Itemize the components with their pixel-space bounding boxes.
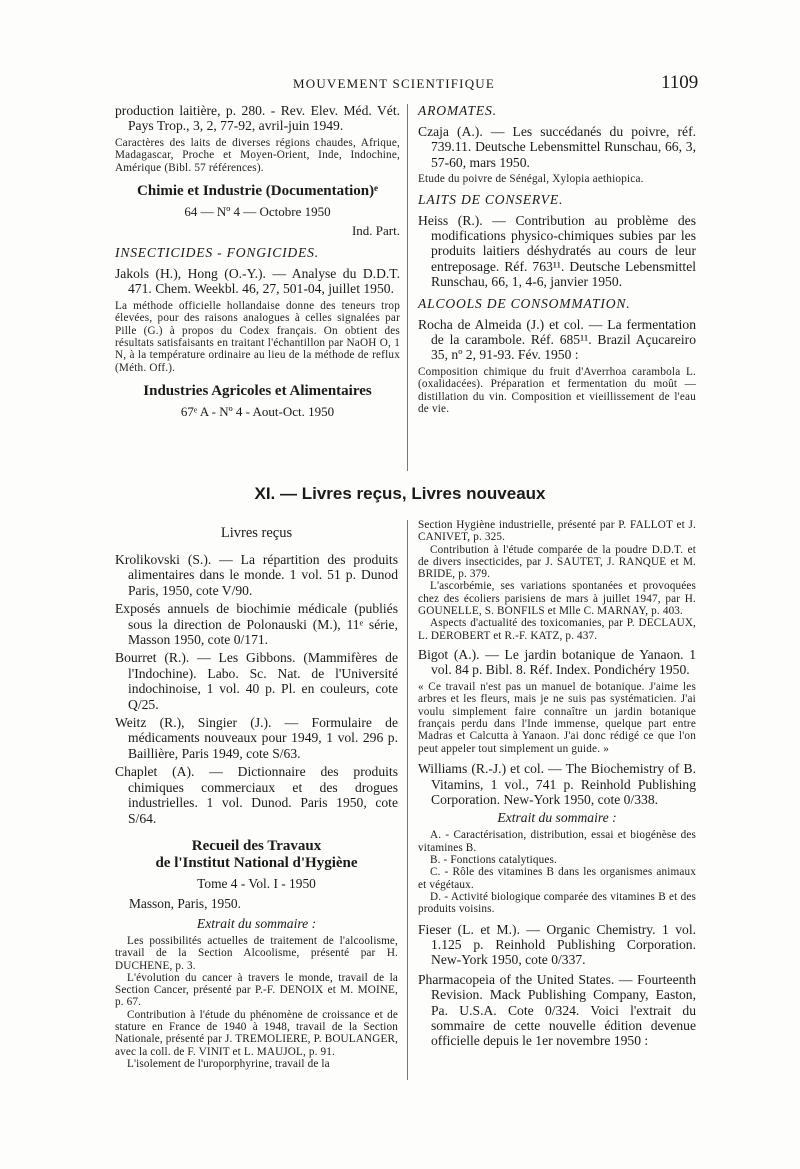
page-header: [0, 74, 800, 102]
sommaire-list-right: [418, 519, 696, 642]
section-title: XI. — Livres reçus, Livres nouveaux: [254, 484, 546, 503]
entry-chaplet: Chaplet (A). — Dictionnaire des produits chimiques commerciaux et des drogues industrielles. 1 vol. Dunod. Paris 1950, cote S/64.: [115, 764, 398, 826]
recueil-issue: Tome 4 - Vol. I - 1950: [197, 875, 316, 891]
sommaire-item: Contribution à l'étude du phénomène de croissance et de stature en France de 1940 à 1948, travail de la Section Nationale, présenté par J. TREMOLIERE, P. BOULANGER, avec la coll. de F. VINIT et L. MAUJOL, p. 91.: [115, 1008, 398, 1058]
sommaire-item: A. - Caractérisation, distribution, essai et biogénèse des vitamines B.: [418, 829, 696, 854]
column-divider-bottom: [407, 520, 408, 1080]
page-number: 1109: [661, 72, 699, 93]
entry-production-laitiere: production laitière, p. 280. - Rev. Elev. Méd. Vét. Pays Trop., 3, 2, 77-92, avril-juin 1949.: [115, 103, 400, 134]
rubric-aromates: AROMATES.: [418, 103, 497, 118]
rubric-alcools: ALCOOLS DE CONSOMMATION.: [418, 295, 631, 311]
sommaire-item: L'ascorbémie, ses variations spontanées et provoquées chez des écoliers parisiens de mars à juillet 1947, par H. GOUNELLE, S. BONFILS et Mlle C. MARNAY, p. 403.: [418, 580, 696, 618]
entry-krolikovski: Krolikovski (S.). — La répartition des produits alimentaires dans le monde. 1 vol. 51 p. Dunod Paris, 1950, cote V/90.: [115, 552, 398, 598]
recueil-publisher: Masson, Paris, 1950.: [129, 895, 241, 911]
entry-jakols: Jakols (H.), Hong (O.-Y.). — Analyse du D.D.T. 471. Chem. Weekbl. 46, 27, 501-04, juillet 1950.: [115, 266, 400, 297]
rubric-insecticides: INSECTICIDES - FONGICIDES.: [115, 245, 319, 261]
column-divider-top: [407, 104, 408, 471]
note-caracteres-laits: Caractères des laits de diverses régions chaudes, Afrique, Madagascar, Proche et Moyen-Orient, Inde, Indochine, Amérique (Bibl. 57 références).: [115, 136, 400, 174]
sommaire-item: B. - Fonctions catalytiques.: [430, 854, 557, 867]
rubric-laits-conserve: LAITS DE CONSERVE.: [418, 191, 564, 207]
sommaire-item: Contribution à l'étude comparée de la poudre D.D.T. et de divers insecticides, par J. SAUTET, J. RANQUE et M. BRIDE, p. 379.: [418, 543, 696, 581]
issue-chimie: 64 — Nº 4 — Octobre 1950: [184, 204, 331, 220]
entry-rocha: Rocha de Almeida (J.) et col. — La fermentation de la carambole. Réf. 685¹¹. Brazil Açucareiro 35, nº 2, 91-93. Fév. 1950 :: [418, 316, 696, 363]
sommaire-item: Section Hygiène industrielle, présenté par P. FALLOT et J. CANIVET, p. 325.: [418, 519, 696, 544]
entry-czaja: Czaja (A.). — Les succédanés du poivre, réf. 739.11. Deutsche Lebensmittel Runschau, 66, 3, 57-60, mars 1950.: [418, 124, 696, 170]
issue-part: Ind. Part.: [351, 223, 400, 239]
entry-exposes-annuels: Exposés annuels de biochimie médicale (publiés sous la direction de Polonauski (M.), 11ᵉ série, Masson 1950, cote 0/171.: [115, 601, 398, 648]
entry-bourret: Bourret (R.). — Les Gibbons. (Mammifères de l'Indochine). Labo. Sc. Nat. de l'Université indochinoise, 1 vol. 40 p. Pl. en couleurs, cote Q/25.: [115, 650, 398, 712]
entry-heiss: Heiss (R.). — Contribution au problème des modifications physico-chimiques subies par les produits laitiers déshydratés au cours de leur entreposage. Réf. 763¹¹. Deutsche Lebensmittel Runschau, 66, 1, 4-6, janvier 1950.: [418, 212, 696, 290]
note-methode-officielle: La méthode officielle hollandaise donne des teneurs trop élevées, pour des raisons analogues à celles signalées par Pille (G.) à propos du Codex français. On obtient des résultats satisfaisants en traitant l'échantillon par NaOH O, 1 N, à la température ordinaire au lieu de la méthode de reflux (Méth. Off.).: [115, 299, 400, 374]
extrait-sommaire-left: Extrait du sommaire :: [196, 915, 317, 931]
entry-bigot: Bigot (A.). — Le jardin botanique de Yanaon. 1 vol. 84 p. Bibl. 8. Réf. Index. Pondichéry 1950.: [418, 646, 696, 678]
sommaire-item: Aspects d'actualité des toxicomanies, par P. DECLAUX, L. DEROBERT et R.-F. KATZ, p. 437.: [418, 617, 696, 642]
entry-williams: Williams (R.-J.) et col. — The Biochemistry of B. Vitamins, 1 vol., 741 p. Reinhold Publishing Corporation. New-York 1950, cote 0/338.: [418, 761, 696, 808]
running-title: MOUVEMENT SCIENTIFIQUE: [293, 76, 496, 91]
recueil-title-2: de l'Institut National d'Hygiène: [155, 854, 358, 871]
sommaire-vitamines: [418, 829, 696, 915]
sommaire-item: D. - Activité biologique comparée des vitamines B et des produits voisins.: [418, 890, 696, 916]
entry-pharmacopeia: Pharmacopeia of the United States. — Fourteenth Revision. Mack Publishing Company, Easton, Pa. U.S.A. Cote 0/324. Voici l'extrait du sommaire de cette nouvelle édition devenue officielle depuis le 1er novembre 1950 :: [418, 971, 696, 1049]
top-right-column: [418, 103, 696, 422]
issue-industries: 67ᵉ A - Nº 4 - Aout-Oct. 1950: [180, 404, 335, 420]
bottom-right-column: [418, 519, 696, 1052]
journal-industries-agricoles: Industries Agricoles et Alimentaires: [143, 383, 372, 400]
journal-chimie-industrie: Chimie et Industrie (Documentation)ᵉ: [137, 183, 378, 200]
note-poivre: Etude du poivre de Sénégal, Xylopia aethiopica.: [418, 173, 644, 186]
entry-fieser: Fieser (L. et M.). — Organic Chemistry. 1 vol. 1.125 p. Reinhold Publishing Corporation. New-York 1950, cote 0/337.: [418, 921, 696, 968]
recueil-title-1: Recueil des Travaux: [191, 837, 322, 854]
subhead-livres-recus: Livres reçus: [220, 525, 293, 541]
quote-bigot: « Ce travail n'est pas un manuel de botanique. J'aime les arbres et les fleurs, mais je ne suis pas systématicien. J'ai voulu simplement faire connaître un jardin botanique français perdu dans l'Inde immense, quelque part entre Madras et Calcutta à Yanaon. J'ai donc rédigé ce que l'on peut appeler tout simplement un guide. »: [418, 680, 696, 755]
sommaire-item: Les possibilités actuelles de traitement de l'alcoolisme, travail de la Section Alcoolisme, présenté par H. DUCHENE, p. 3.: [115, 934, 398, 972]
sommaire-item: L'isolement de l'uroporphyrine, travail de la: [127, 1057, 330, 1070]
top-left-column: [115, 103, 400, 423]
entry-weitz: Weitz (R.), Singier (J.). — Formulaire de médicaments nouveaux pour 1949, 1 vol. 296 p. Baillière, Paris 1949, cote S/63.: [115, 715, 398, 761]
sommaire-item: C. - Rôle des vitamines B dans les organismes animaux et végétaux.: [418, 866, 696, 891]
sommaire-list-left: [115, 935, 398, 1070]
bottom-left-column: [115, 519, 398, 1070]
extrait-sommaire-right: Extrait du sommaire :: [497, 810, 617, 826]
note-composition-carambola: Composition chimique du fruit d'Averrhoa carambola L. (oxalidacées). Préparation et fermentation du moût — distillation du vin. Composition et vieillissement de l'eau de vie.: [418, 365, 696, 416]
sommaire-item: L'évolution du cancer à travers le monde, travail de la Section Cancer, présenté par P.-F. DENOIX et M. MOINE, p. 67.: [115, 971, 398, 1009]
